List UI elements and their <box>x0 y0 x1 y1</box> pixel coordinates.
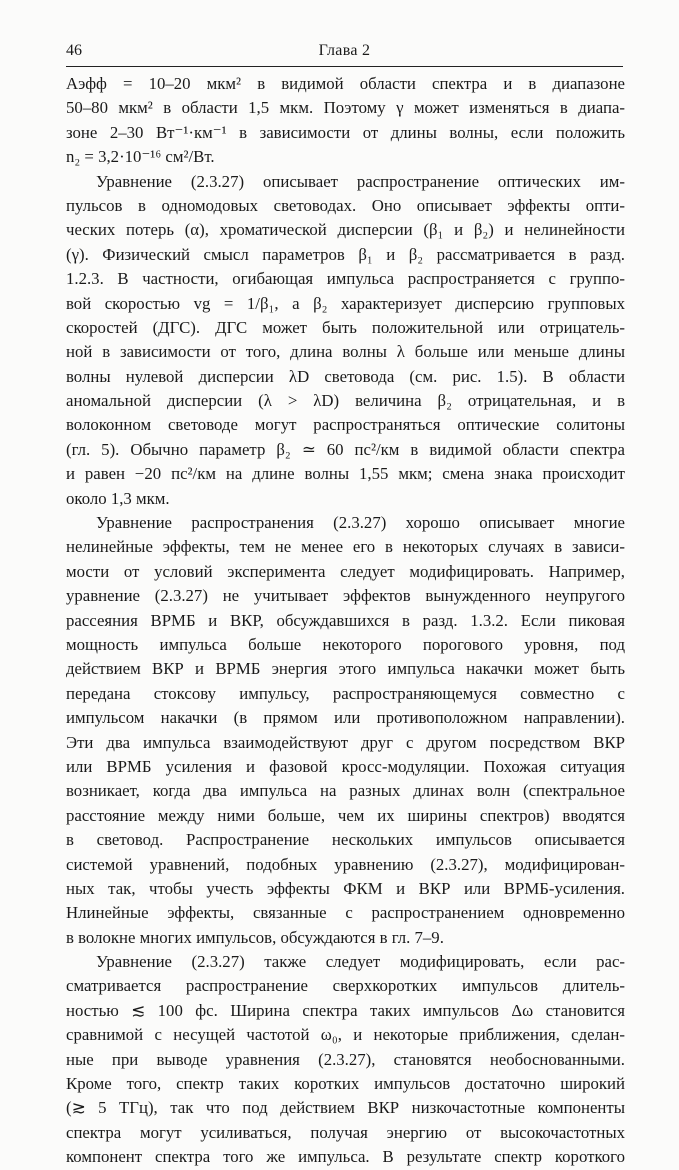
text-line: пульсов в одномодовых световодах. Оно описывает эффекты опти- <box>66 195 625 215</box>
text-line: системой уравнений, подобных уравнению (2.3.27), модифицирован- <box>66 854 625 874</box>
text-line: ной в зависимости от того, длина волны λ больше или меньше длины <box>66 342 625 362</box>
text-line: сравнимой с несущей частотой ω₀, и некоторые приближения, сделан- <box>66 1025 625 1045</box>
text-line: 1.2.3. В частности, огибающая импульса распространяется с группо- <box>66 269 625 289</box>
text-line: 50–80 мкм² в области 1,5 мкм. Поэтому γ может изменяться в диапа- <box>66 98 625 118</box>
text-line: в световод. Распространение нескольких импульсов описывается <box>66 830 625 850</box>
text-line: мощность импульса больше некоторого порогового уровня, под <box>66 634 625 654</box>
text-line: спектра могут усиливаться, получая энергию от высокочастотных <box>66 1122 625 1142</box>
text-line: нелинейные эффекты, тем не менее его в некоторых случаях в зависи- <box>66 537 625 557</box>
text-line: волоконном световоде могут распространяться оптические солитоны <box>66 415 625 435</box>
text-line: и равен −20 пс²/км на длине волны 1,55 мкм; смена знака происходит <box>66 464 625 484</box>
text-line: или ВРМБ усиления и фазовой кросс-модуляции. Похожая ситуация <box>66 756 625 776</box>
text-line: вой скоростью vg = 1/β₁, а β₂ характеризует дисперсию групповых <box>66 293 625 313</box>
text-line: n₂ = 3,2·10⁻¹⁶ см²/Вт. <box>66 147 215 167</box>
text-line: компонент спектра того же импульса. В результате спектр короткого <box>66 1147 625 1167</box>
text-line: передана стоксову импульсу, распространяющемуся совместно с <box>66 683 625 703</box>
text-line: Уравнение (2.3.27) также следует модифицировать, если рас- <box>96 952 625 972</box>
text-line: около 1,3 мкм. <box>66 488 170 508</box>
text-line: ностью ≲ 100 фс. Ширина спектра таких импульсов Δω становится <box>66 1000 625 1020</box>
text-line: ных так, чтобы учесть эффекты ФКМ и ВКР или ВРМБ-усиления. <box>66 878 625 898</box>
text-line: возникает, когда два импульса на разных длинах волн (спектральное <box>66 781 625 801</box>
chapter-title: Глава 2 <box>318 42 371 59</box>
text-line: (гл. 5). Обычно параметр β₂ ≃ 60 пс²/км в видимой области спектра <box>66 439 625 459</box>
text-line: аномальной дисперсии (λ > λD) величина β₂ отрицательная, и в <box>66 391 625 411</box>
text-line: рассеяния ВРМБ и ВКР, обсуждавшихся в разд. 1.3.2. Если пиковая <box>66 610 625 630</box>
text-line: зоне 2–30 Вт⁻¹·км⁻¹ в зависимости от длины волны, если положить <box>66 122 625 142</box>
text-line: (≳ 5 ТГц), так что под действием ВКР низкочастотные компоненты <box>66 1098 625 1118</box>
text-line: Кроме того, спектр таких коротких импульсов достаточно широкий <box>66 1074 625 1094</box>
text-line: сматривается распространение сверхкоротких импульсов длитель- <box>66 976 625 996</box>
text-line: ные при выводе уравнения (2.3.27), становятся необоснованными. <box>66 1049 625 1069</box>
text-line: Уравнение распространения (2.3.27) хорошо описывает многие <box>96 513 625 533</box>
text-line: импульсом накачки (в прямом или противоположном направлении). <box>66 708 625 728</box>
text-line: расстояние между ними больше, чем их ширины спектров) вводятся <box>66 805 625 825</box>
text-line: волны нулевой дисперсии λD световода (см. рис. 1.5). В области <box>66 366 625 386</box>
text-line: Уравнение (2.3.27) описывает распространение оптических им- <box>96 171 625 191</box>
text-line: ческих потерь (α), хроматической дисперсии (β₁ и β₂) и нелинейности <box>66 220 625 240</box>
page-body <box>66 72 625 1170</box>
text-line: (γ). Физический смысл параметров β₁ и β₂ рассматривается в разд. <box>66 244 625 264</box>
page-number: 46 <box>66 42 82 59</box>
page-header <box>66 40 623 67</box>
text-line: Aэфф = 10–20 мкм² в видимой области спектра и в диапазоне <box>66 74 625 93</box>
text-line: действием ВКР и ВРМБ энергия этого импульса накачки может быть <box>66 659 625 679</box>
text-line: скоростей (ДГС). ДГС может быть положительной или отрицатель- <box>66 317 625 337</box>
text-line: уравнение (2.3.27) не учитывает эффектов вынужденного неупругого <box>66 586 625 606</box>
text-line: мости от условий эксперимента следует модифицировать. Например, <box>66 561 625 581</box>
text-line: в волокне многих импульсов, обсуждаются в гл. 7–9. <box>66 927 444 947</box>
text-line: Эти два импульса взаимодействуют друг с другом посредством ВКР <box>66 732 625 752</box>
text-line: Нлинейные эффекты, связанные с распространением одновременно <box>66 903 625 923</box>
